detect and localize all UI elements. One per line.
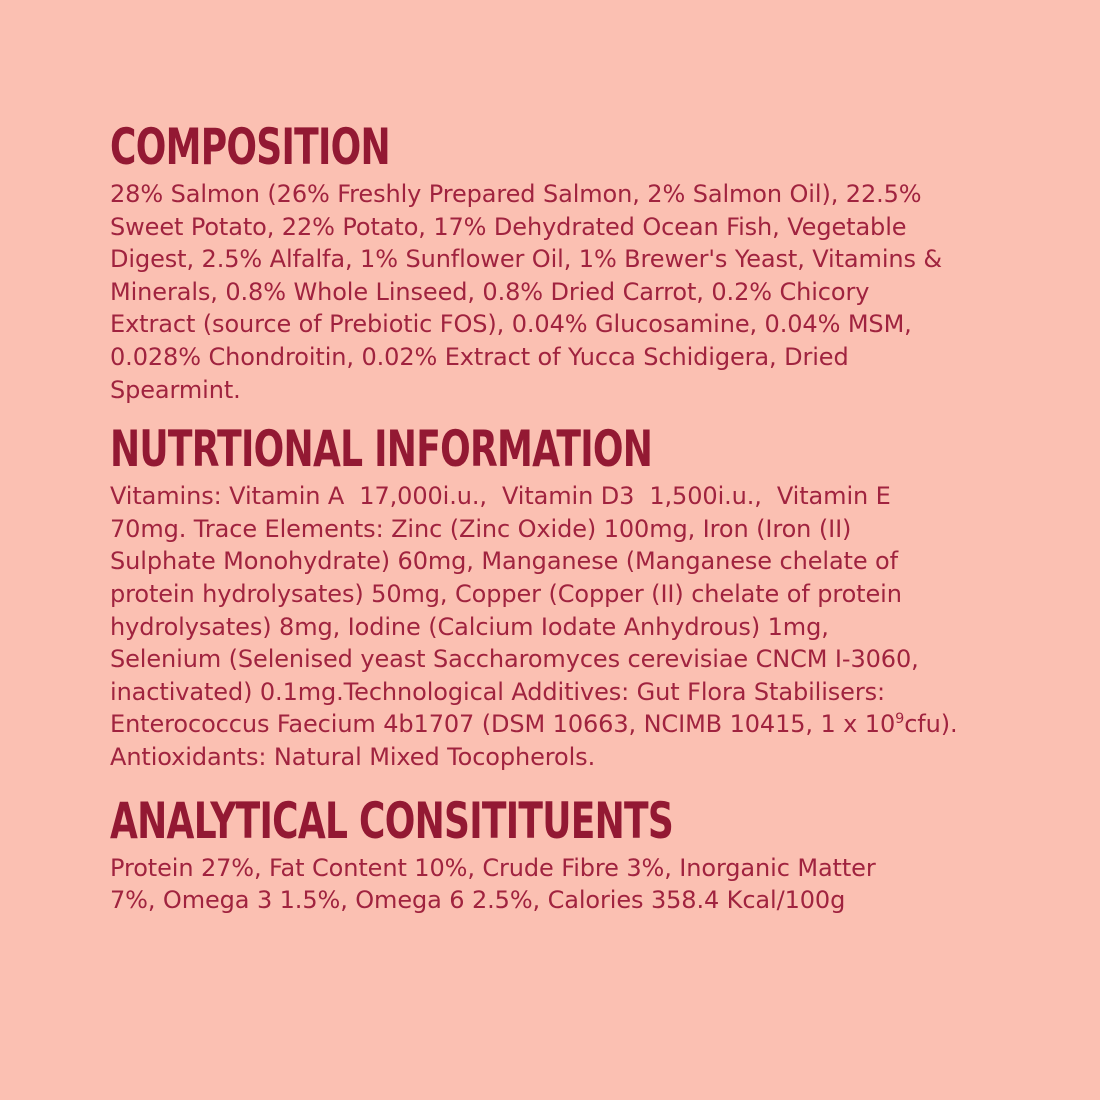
nutritional-line: Vitamins: Vitamin A 17,000i.u., Vitamin D3 1,500i.u., Vitamin E (110, 482, 891, 511)
nutritional-section (110, 418, 990, 773)
composition-line: 28% Salmon (26% Freshly Prepared Salmon, 2% Salmon Oil), 22.5% (110, 180, 922, 208)
nutrition-label (110, 116, 990, 917)
nutritional-line: Antioxidants: Natural Mixed Tocopherols. (110, 742, 596, 771)
nutritional-line: protein hydrolysates) 50mg, Copper (Copper (II) chelate of protein (110, 579, 902, 608)
nutritional-heading: NUTRTIONAL INFORMATION (110, 420, 653, 479)
composition-line: Spearmint. (110, 375, 241, 404)
cfu-text: Enterococcus Faecium 4b1707 (DSM 10663, NCIMB 10415, 1 x 10 (110, 710, 896, 739)
composition-text (110, 178, 990, 406)
nutritional-line: hydrolysates) 8mg, Iodine (Calcium Iodate Anhydrous) 1mg, (110, 612, 829, 641)
analytical-line: 7%, Omega 3 1.5%, Omega 6 2.5%, Calories 358.4 Kcal/100g (110, 886, 846, 915)
composition-heading: COMPOSITION (110, 118, 390, 176)
nutritional-line: Sulphate Monohydrate) 60mg, Manganese (Manganese chelate of (110, 547, 898, 576)
analytical-heading: ANALYTICAL CONSITITUENTS (110, 791, 674, 850)
composition-line: Digest, 2.5% Alfalfa, 1% Sunflower Oil, 1% Brewer's Yeast, Vitamins & (110, 245, 943, 274)
cfu-unit: cfu). (904, 710, 958, 739)
nutritional-line: 70mg. Trace Elements: Zinc (Zinc Oxide) 100mg, Iron (Iron (II) (110, 514, 852, 543)
composition-line: Extract (source of Prebiotic FOS), 0.04% Glucosamine, 0.04% MSM, (110, 310, 912, 339)
composition-line: Minerals, 0.8% Whole Linseed, 0.8% Dried Carrot, 0.2% Chicory (110, 277, 870, 306)
composition-line: Sweet Potato, 22% Potato, 17% Dehydrated Ocean Fish, Vegetable (110, 212, 907, 241)
composition-section (110, 116, 990, 406)
composition-line: 0.028% Chondroitin, 0.02% Extract of Yucca Schidigera, Dried (110, 342, 849, 371)
analytical-text (110, 852, 990, 917)
exponent: 9 (895, 711, 905, 728)
nutritional-text (110, 480, 990, 773)
analytical-line: Protein 27%, Fat Content 10%, Crude Fibre 3%, Inorganic Matter (110, 853, 876, 882)
nutritional-line: Selenium (Selenised yeast Saccharomyces cerevisiae CNCM I-3060, (110, 645, 919, 674)
nutritional-line (110, 708, 990, 741)
analytical-section (110, 790, 990, 917)
nutritional-line: inactivated) 0.1mg.Technological Additives: Gut Flora Stabilisers: (110, 677, 886, 706)
